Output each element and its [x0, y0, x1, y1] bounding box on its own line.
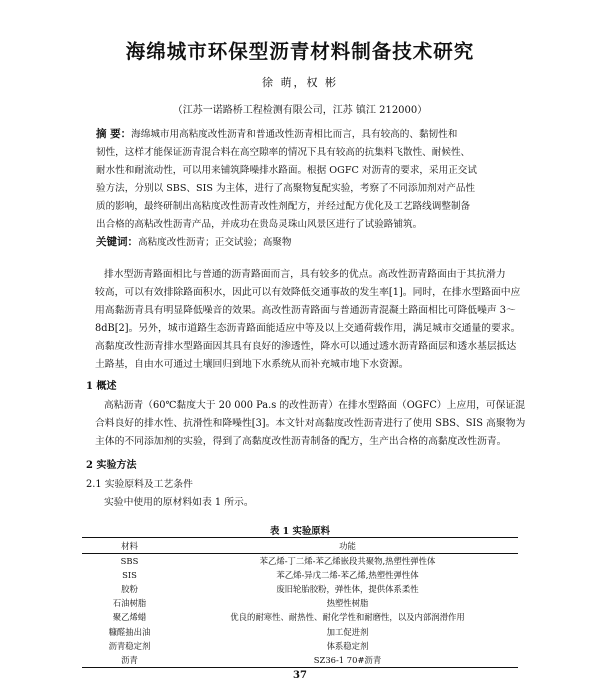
abstract-line: 出合格的高粘改性沥青产品，并成功在贵岛灵珠山风景区进行了试验路铺筑。	[96, 219, 423, 230]
paper-title: 海绵城市环保型沥青材料制备技术研究	[125, 40, 475, 63]
material-cell: 聚乙烯蜡	[112, 612, 147, 623]
table-row	[82, 639, 518, 653]
abstract-label: 摘 要：	[96, 128, 132, 140]
subsection-2-1-heading: 2.1 实验原料及工艺条件	[86, 479, 193, 490]
intro-line: 8dB[2]。另外，城市道路生态沥青路面能适应中等及以上交通荷载作用，满足城市交通量的要求。	[95, 323, 521, 334]
function-cell: 热塑性树脂	[326, 598, 369, 609]
page-number: 37	[293, 670, 307, 681]
material-cell: 胶粉	[121, 583, 138, 594]
section-1-line: 主体的不同添加剂的实验，得到了高黏度改性沥青制备的配方，生产出合格的高黏度改性沥青。	[95, 436, 507, 447]
intro-line: 土路基，自由水可通过土壤回归到地下水系统从而补充城市地下水资源。	[95, 359, 409, 370]
table-row	[82, 653, 518, 667]
function-cell: 苯乙烯-异戊二烯-苯乙烯,热塑性弹性体	[276, 569, 419, 580]
function-cell: 优良的耐寒性、耐热性、耐化学性和耐磨性，以及内部润滑作用	[230, 612, 465, 623]
header-material: 材料	[82, 538, 177, 554]
abstract-line: 韧性，这样才能保证沥青混合料在高空隙率的情况下具有较高的抗集料飞散性、耐候性、	[96, 147, 471, 158]
section-2-line: 实验中使用的原材料如表 1 所示。	[104, 497, 254, 508]
section-1-line: 合料良好的排水性、抗滑性和降噪性[3]。本文针对高黏度改性沥青进行了使用 SBS、SIS 高聚物为	[95, 418, 526, 429]
table-row	[82, 582, 518, 596]
section-1-line: 高粘沥青（60℃黏度大于 20 000 Pa.s 的改性沥青）在排水型路面（OGFC）上应用，可保证混	[104, 400, 526, 411]
function-cell: 体系稳定剂	[326, 640, 369, 651]
keywords: 关键词：高粘度改性沥青；正交试验；高聚物	[96, 236, 292, 248]
material-cell: SIS	[122, 569, 137, 580]
material-cell: 沥青	[82, 653, 177, 667]
authors: 徐 萌，权 彬	[262, 76, 338, 89]
abstract-line: 耐水性和耐流动性，可以用来铺筑降噪排水路面。根据 OGFC 对沥青的要求，采用正交试	[96, 165, 477, 176]
material-cell: 糠醛抽出油	[108, 626, 151, 637]
table-row	[82, 624, 518, 638]
material-cell: SBS	[120, 555, 139, 566]
table-header-row	[82, 538, 518, 554]
abstract-line: 质的影响，最终研制出高粘度改性沥青改性剂配方，并经过配方优化及工艺路线调整制备	[96, 201, 471, 212]
table-row	[82, 568, 518, 582]
keywords-label: 关键词：	[96, 236, 138, 248]
table-caption: 表 1 实验原料	[270, 526, 330, 537]
abstract-line: 验方法，分别以 SBS、SIS 为主体，进行了高聚物复配实验，考察了不同添加剂对产品性	[96, 183, 476, 194]
intro-line: 排水型沥青路面相比与普通的沥青路面而言，具有较多的优点。高改性沥青路面由于其抗滑力	[104, 269, 506, 280]
function-cell: 苯乙烯-丁二烯-苯乙烯嵌段共聚物,热塑性弹性体	[259, 555, 436, 566]
intro-line: 高黏度改性沥青排水型路面因其具有良好的渗透性，降水可以通过透水沥青路面层和透水基层抵达	[95, 341, 517, 352]
header-function: 功能	[177, 538, 518, 554]
function-cell: SZ36-1 70#沥青	[177, 653, 518, 667]
function-cell: 加工促进剂	[326, 626, 369, 637]
intro-line: 较高，可以有效排除路面积水，因此可以有效降低交通事故的发生率[1]。同时，在排水型路面中应	[95, 287, 521, 298]
table-row	[82, 610, 518, 624]
material-cell: 沥青稳定剂	[108, 640, 151, 651]
abstract-line: 摘 要：海绵城市用高粘度改性沥青和普通改性沥青相比而言，具有较高的、黏韧性和	[96, 128, 458, 140]
table-row	[82, 596, 518, 610]
materials-table	[82, 537, 518, 668]
intro-line: 用高黏沥青具有明显降低噪音的效果。高改性沥青路面与普通沥青混凝土路面相比可降低噪声 3～	[95, 305, 516, 316]
section-2-heading: 2 实验方法	[86, 460, 137, 471]
affiliation: （江苏一诺路桥工程检测有限公司，江苏 镇江 212000）	[172, 105, 428, 116]
table-row	[82, 554, 518, 568]
section-1-heading: 1 概述	[86, 381, 117, 392]
material-cell: 石油树脂	[112, 598, 147, 609]
function-cell: 废旧轮胎胶粉，弹性体，提供体系柔性	[276, 583, 419, 594]
